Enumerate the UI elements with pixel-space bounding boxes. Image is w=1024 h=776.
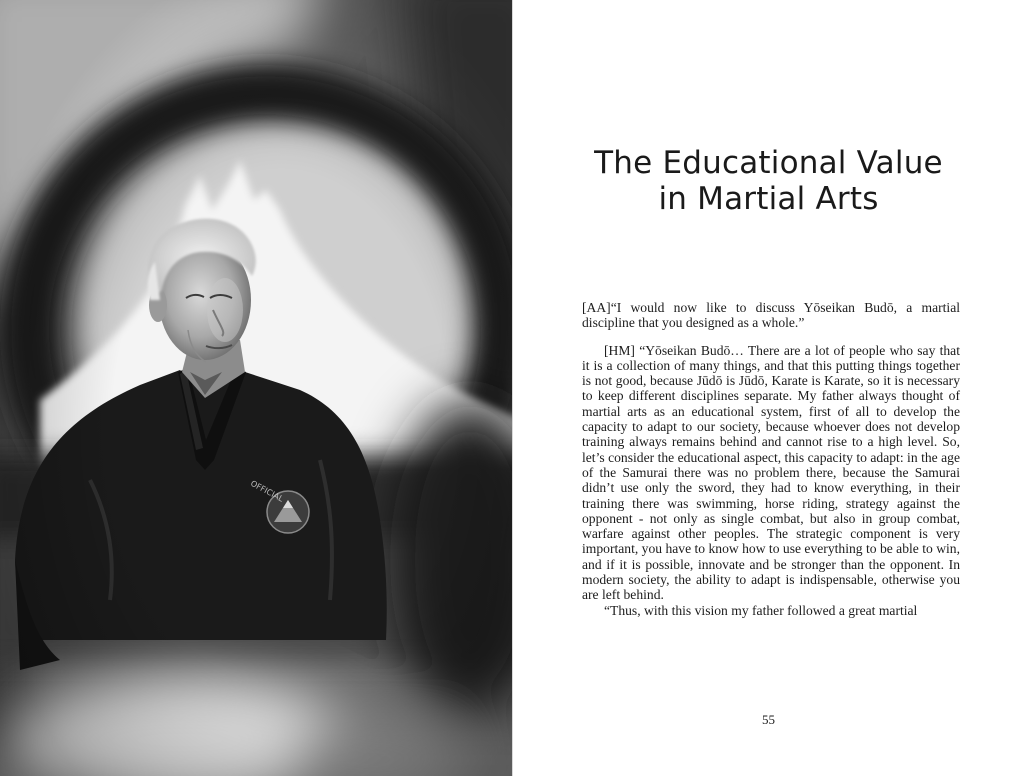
paragraph-continuation: “Thus, with this vision my father followed a great martial	[604, 602, 918, 618]
paragraph-answer: [HM] “Yōseikan Budō… There are a lot of people who say that it is a collection of many things, and that this putting things together is not good, because Jūdō is Jūdō, Karate is Karate, so it is necessary to keep different disciplines separate. My father always thought of martial arts as an educational system, first of all to develop the capacity to adapt to our society, because whoever does not develop training always remains behind and cannot rise to a high level. So, let’s consider the educational aspect, this capacity to adapt: in the age of the Samurai there was no problem there, because the Samurai didn’t use only the sword, they had to know everything, in their training there was swimming, horse riding, strategy against the opponent - not only as single combat, but also in group combat, warfare against other peoples. The strategic component is very important, you have to know how to use everything to be able to win, and if it is possible, innovate and be stronger than the opponent. In modern society, the ability to adapt is indispensable, otherwise you are left behind.	[582, 342, 960, 603]
chapter-title-line-1: The Educational Value	[594, 144, 943, 181]
text-page	[513, 0, 1024, 776]
chapter-title	[513, 145, 1024, 217]
page-number: 55	[762, 712, 775, 727]
paragraph-question: [AA]“I would now like to discuss Yōseikan Budō, a martial discipline that you designed as a whole.”	[582, 300, 960, 331]
body-text	[582, 300, 960, 618]
chapter-title-line-2: in Martial Arts	[658, 180, 879, 217]
